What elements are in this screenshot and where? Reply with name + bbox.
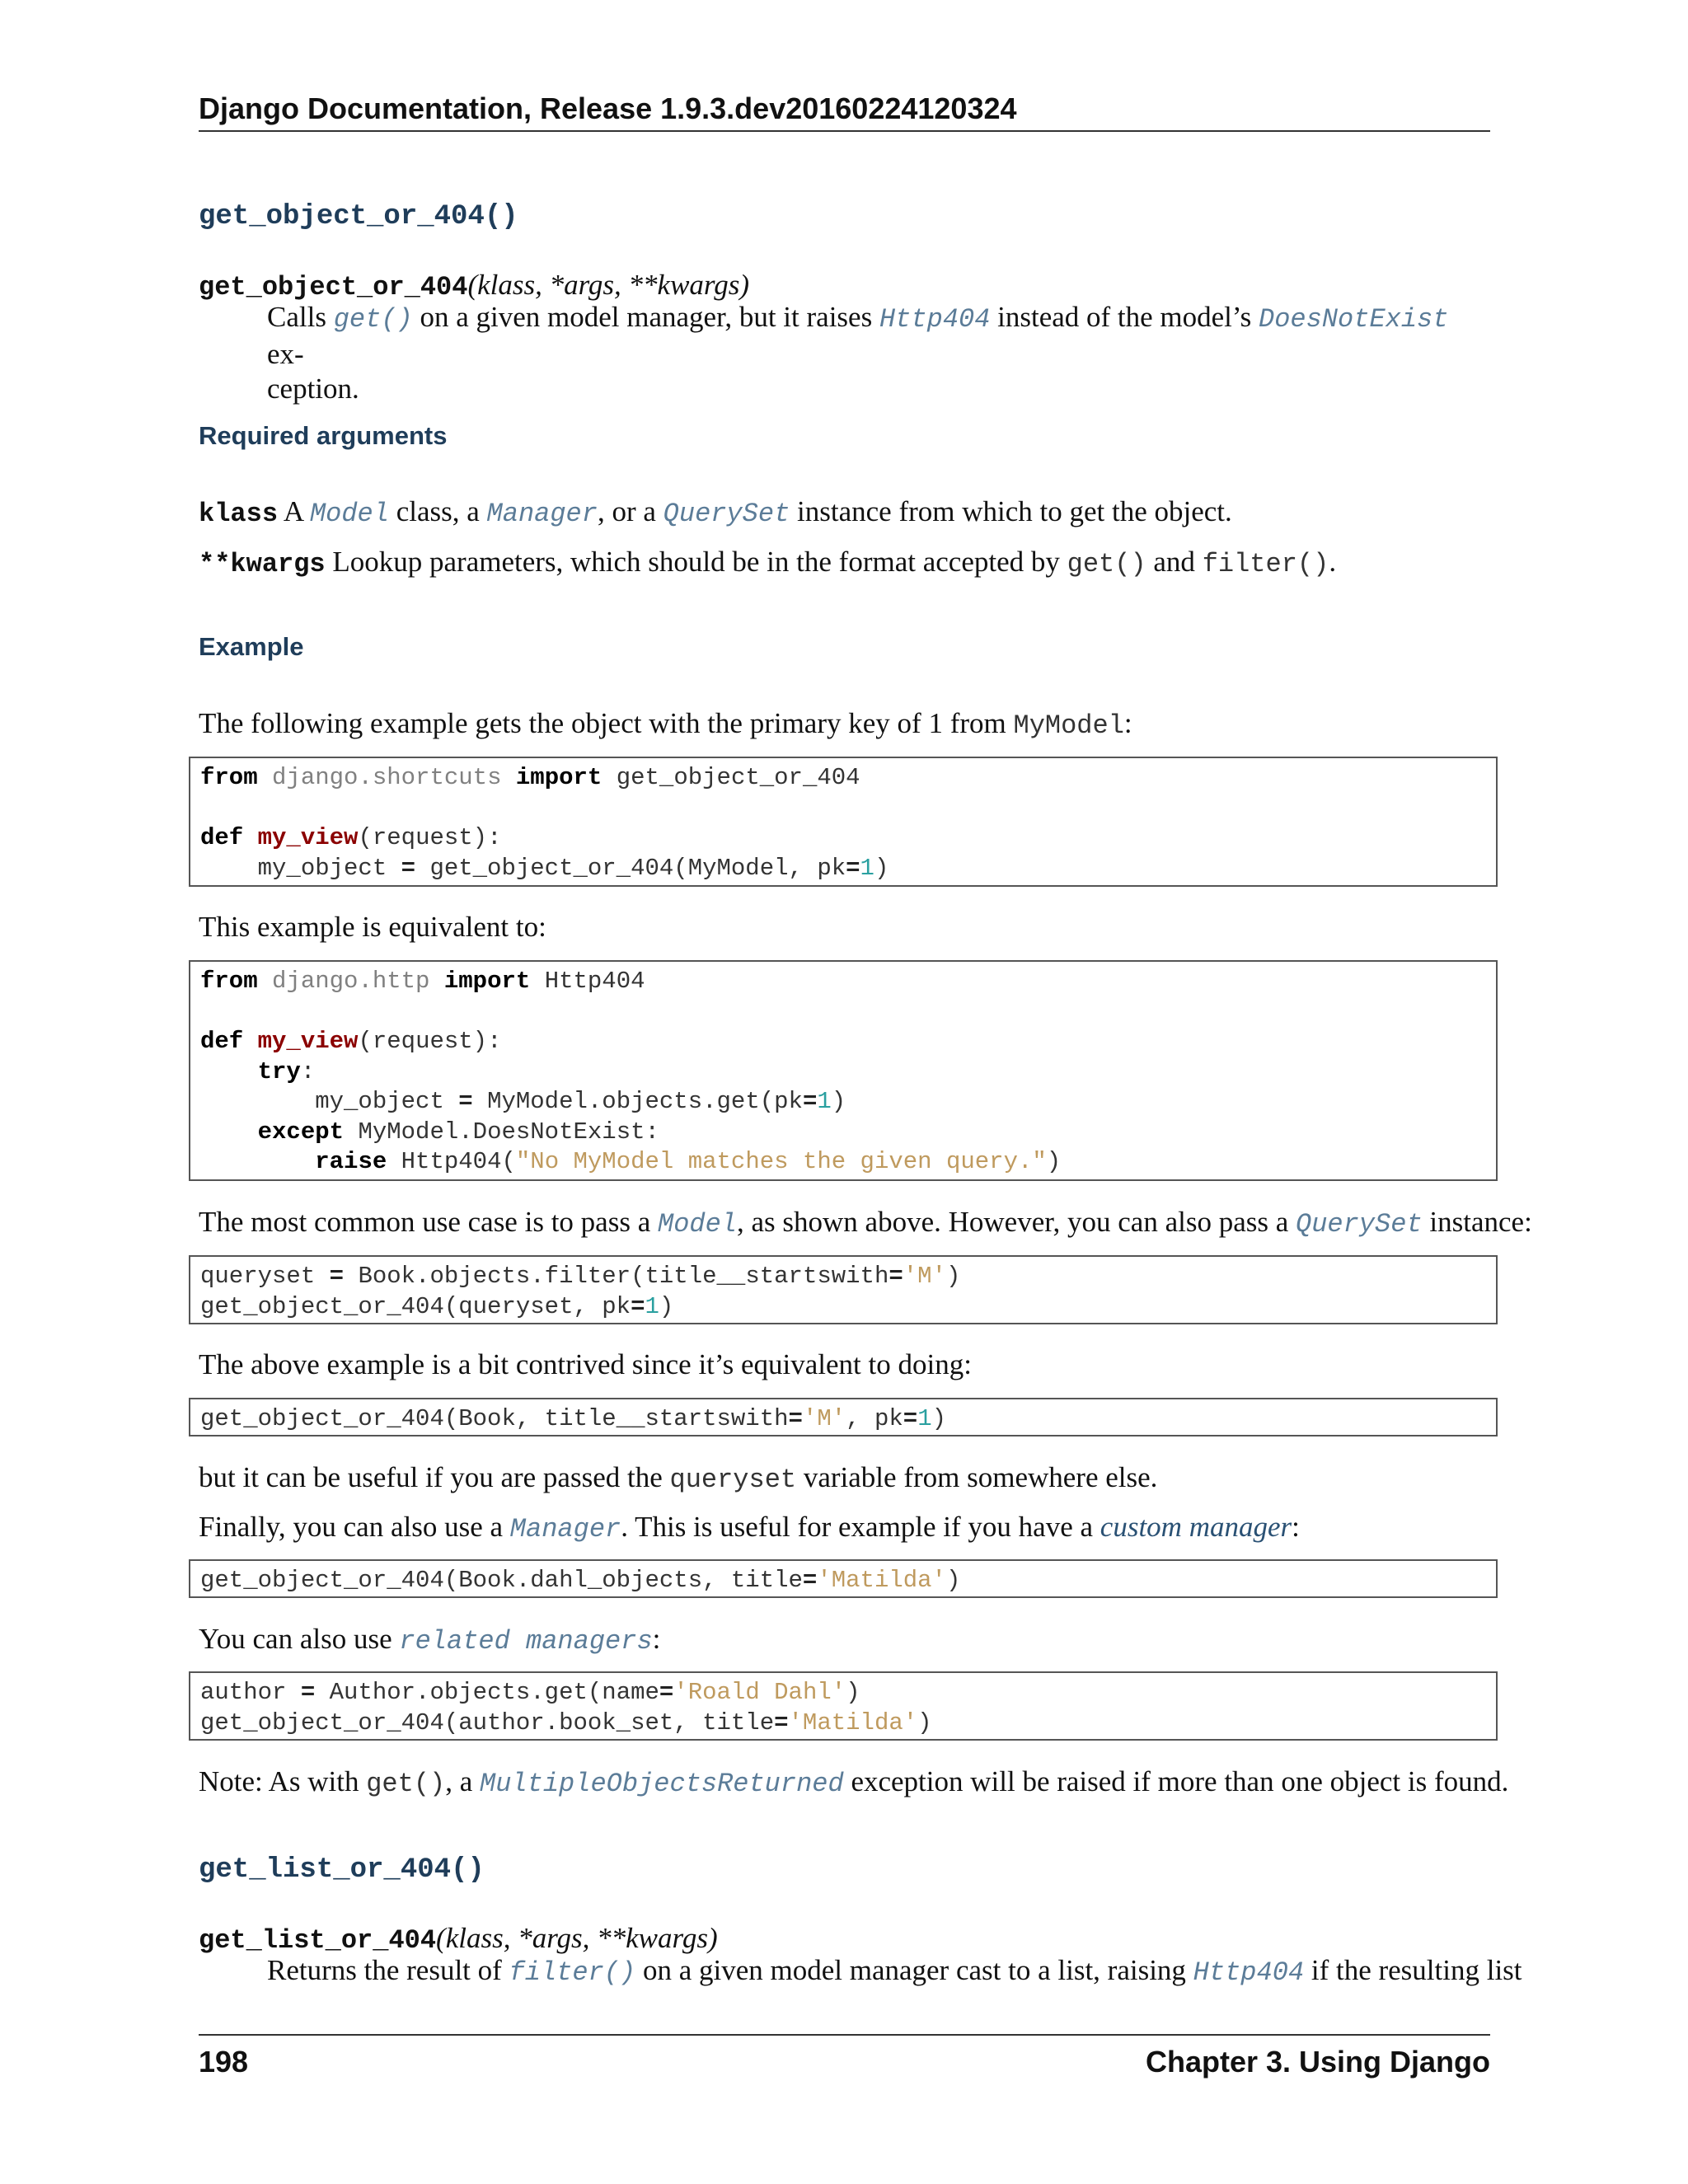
link-related-managers[interactable]: related managers (399, 1626, 653, 1657)
link-model[interactable]: Model (309, 499, 389, 529)
link-queryset-2[interactable]: QuerySet (1296, 1209, 1423, 1240)
section-title-get-list-or-404[interactable]: get_list_or_404() (199, 1854, 485, 1886)
code-block-contrived: get_object_or_404(Book, title__startswith='M', pk=1) (189, 1398, 1498, 1436)
link-doesnotexist[interactable]: DoesNotExist (1259, 304, 1449, 335)
code-block-related-managers: author = Author.objects.get(name='Roald Dahl') get_object_or_404(author.book_set, title='Matilda') (189, 1671, 1498, 1741)
finally-text: Finally, you can also use a Manager. This is useful for example if you have a custom manager: (199, 1511, 1300, 1544)
code-block-equivalent: from django.http import Http404 def my_view(request): try: my_object = MyModel.objects.get(pk=1) except MyModel.DoesNotExist: raise Http404("No MyModel matches the given query.") (189, 960, 1498, 1181)
example-intro: The following example gets the object with the primary key of 1 from MyModel: (199, 707, 1132, 741)
subsection-required-arguments: Required arguments (199, 421, 448, 450)
page-footer (199, 2034, 1490, 2080)
page-header: Django Documentation, Release 1.9.3.dev20160224120324 (199, 92, 1490, 132)
link-http404-2[interactable]: Http404 (1193, 1957, 1305, 1988)
subsection-example: Example (199, 632, 304, 661)
term-klass: klass (199, 499, 279, 529)
code-block-custom-manager: get_object_or_404(Book.dahl_objects, title='Matilda') (189, 1559, 1498, 1598)
link-queryset[interactable]: QuerySet (663, 499, 790, 529)
link-http404[interactable]: Http404 (879, 304, 991, 335)
link-filter[interactable]: filter() (509, 1957, 636, 1988)
section-title-get-object-or-404[interactable]: get_object_or_404() (199, 201, 518, 232)
link-manager[interactable]: Manager (486, 499, 598, 529)
contrived-text: The above example is a bit contrived since it’s equivalent to doing: (199, 1348, 972, 1380)
link-manager-2[interactable]: Manager (509, 1514, 621, 1544)
code-block-shortcuts-example: from django.shortcuts import get_object_or_404 def my_view(request): my_object = get_object_or_404(MyModel, pk=1) (189, 757, 1498, 887)
signature-params: (klass, *args, **kwargs) (467, 269, 750, 301)
page-number: 198 (199, 2045, 249, 2079)
common-use-text: The most common use case is to pass a Model, as shown above. However, you can also pass a QuerySet instance: (199, 1206, 1532, 1240)
code-block-queryset: queryset = Book.objects.filter(title__startswith='M') get_object_or_404(queryset, pk=1) (189, 1255, 1498, 1324)
signature-params-2: (klass, *args, **kwargs) (436, 1922, 718, 1954)
useful-text: but it can be useful if you are passed the queryset variable from somewhere else. (199, 1461, 1158, 1495)
function-description: Calls get() on a given model manager, but it raises Http404 instead of the model’s DoesNotExist ex- ception. (267, 301, 1449, 405)
note-text: Note: As with get(), a MultipleObjectsReturned exception will be raised if more than one object is found. (199, 1765, 1509, 1799)
link-get[interactable]: get() (333, 304, 413, 335)
link-custom-manager[interactable]: custom manager (1100, 1511, 1292, 1543)
link-multipleobjectsreturned[interactable]: MultipleObjectsReturned (480, 1769, 844, 1799)
arg-kwargs: **kwargs Lookup parameters, which should be in the format accepted by get() and filter(). (199, 546, 1337, 579)
equiv-text: This example is equivalent to: (199, 911, 546, 943)
related-text: You can also use related managers: (199, 1623, 661, 1657)
signature-name-2: get_list_or_404 (199, 1925, 437, 1956)
signature-name: get_object_or_404 (199, 272, 468, 302)
chapter-title: Chapter 3. Using Django (1145, 2045, 1490, 2079)
link-model-2[interactable]: Model (657, 1209, 737, 1240)
arg-klass: klass A Model class, a Manager, or a QuerySet instance from which to get the object. (199, 495, 1232, 529)
term-kwargs: **kwargs (199, 549, 326, 579)
function-description-2: Returns the result of filter() on a given model manager cast to a list, raising Http404 if the resulting list (267, 1954, 1522, 1988)
